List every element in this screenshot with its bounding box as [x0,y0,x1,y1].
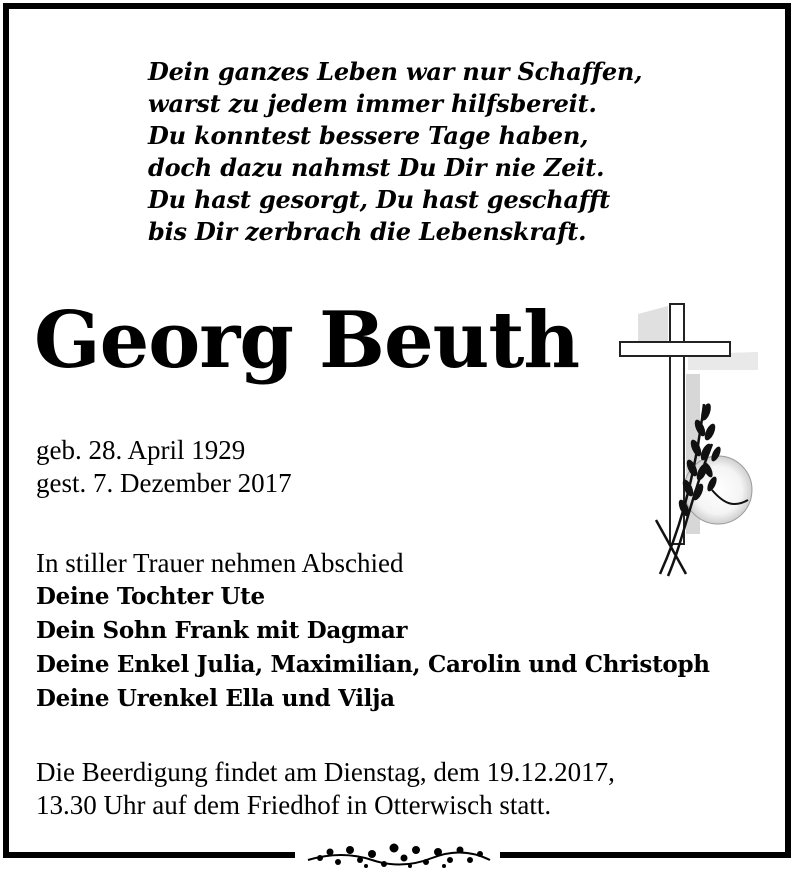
funeral-notice [36,756,615,822]
bottom-rule [3,852,295,858]
mourner-line: Deine Enkel Julia, Maximilian, Carolin und Christoph [36,651,710,678]
poem-line: warst zu jedem immer hilfsbereit. [148,89,597,118]
death-date: gest. 7. Dezember 2017 [36,468,292,498]
deceased-name: Georg Beuth [34,295,580,386]
life-dates [36,434,292,500]
mourners-intro: In stiller Trauer nehmen Abschied [36,548,404,578]
funeral-line: Die Beerdigung findet am Dienstag, dem 19.12.2017, [36,757,615,787]
poem-line: Dein ganzes Leben war nur Schaffen, [148,57,643,86]
bottom-rule [500,852,791,858]
memorial-poem [148,56,708,248]
funeral-line: 13.30 Uhr auf dem Friedhof in Otterwisch statt. [36,790,552,820]
poem-line: bis Dir zerbrach die Lebenskraft. [148,217,587,246]
floral-ornament-icon [302,838,496,872]
mourner-line: Deine Tochter Ute [36,583,265,610]
mourner-line: Deine Urenkel Ella und Vilja [36,685,395,712]
mourners-block [36,546,710,716]
poem-line: Du konntest bessere Tage haben, [148,121,589,150]
mourner-line: Dein Sohn Frank mit Dagmar [36,617,408,644]
poem-line: doch dazu nahmst Du Dir nie Zeit. [148,153,605,182]
poem-line: Du hast gesorgt, Du hast geschafft [148,185,611,214]
birth-date: geb. 28. April 1929 [36,435,246,465]
cross-with-wheat-icon [608,294,778,584]
